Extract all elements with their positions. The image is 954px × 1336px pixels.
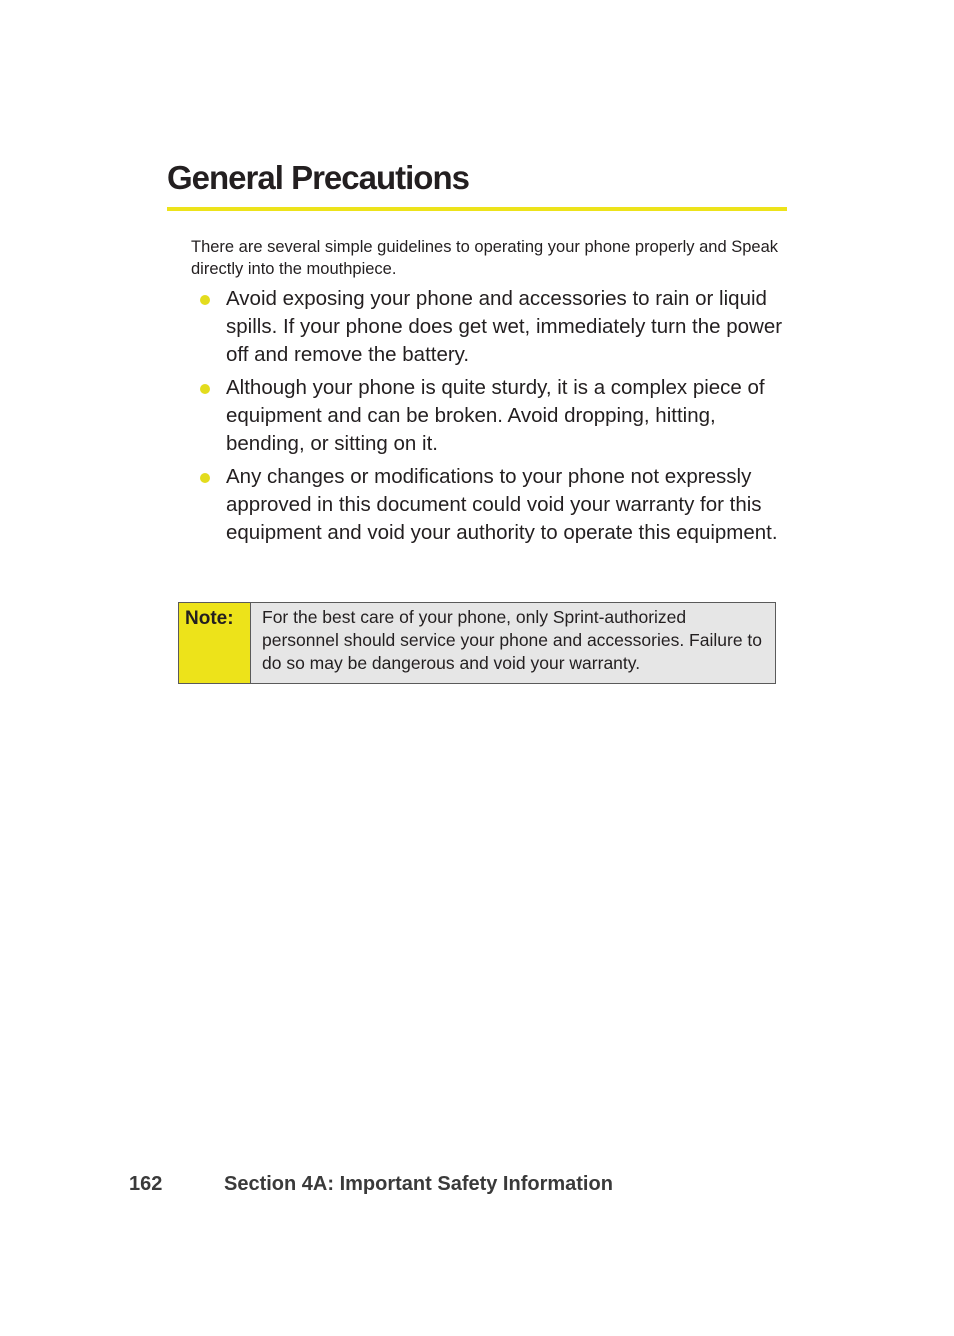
- list-item: [200, 374, 790, 458]
- precautions-list: [200, 285, 790, 552]
- note-box: [178, 602, 776, 684]
- page-number: 162: [129, 1173, 163, 1195]
- bullet-icon: [200, 384, 210, 394]
- section-title: Section 4A: Important Safety Information: [224, 1173, 613, 1195]
- note-text: For the best care of your phone, only Sprint-authorized personnel should service your phone and accessories. Failure to do so may be dangerous and void your warranty.: [251, 603, 775, 683]
- bullet-icon: [200, 473, 210, 483]
- intro-paragraph: There are several simple guidelines to operating your phone properly and Speak directly into the mouthpiece.: [191, 238, 779, 278]
- page-footer: [129, 1170, 613, 1198]
- title-underline: [167, 207, 787, 211]
- note-label: Note:: [179, 603, 251, 683]
- page-title: General Precautions: [167, 159, 469, 196]
- list-item-text: Avoid exposing your phone and accessories to rain or liquid spills. If your phone does get wet, immediately turn the power off and remove the battery.: [226, 287, 783, 366]
- list-item: [200, 285, 790, 369]
- bullet-icon: [200, 295, 210, 305]
- list-item: [200, 463, 790, 547]
- list-item-text: Although your phone is quite sturdy, it is a complex piece of equipment and can be broken. Avoid dropping, hitting, bending, or sitting on it.: [226, 376, 765, 455]
- list-item-text: Any changes or modifications to your phone not expressly approved in this document could void your warranty for this equipment and void your authority to operate this equipment.: [226, 465, 778, 544]
